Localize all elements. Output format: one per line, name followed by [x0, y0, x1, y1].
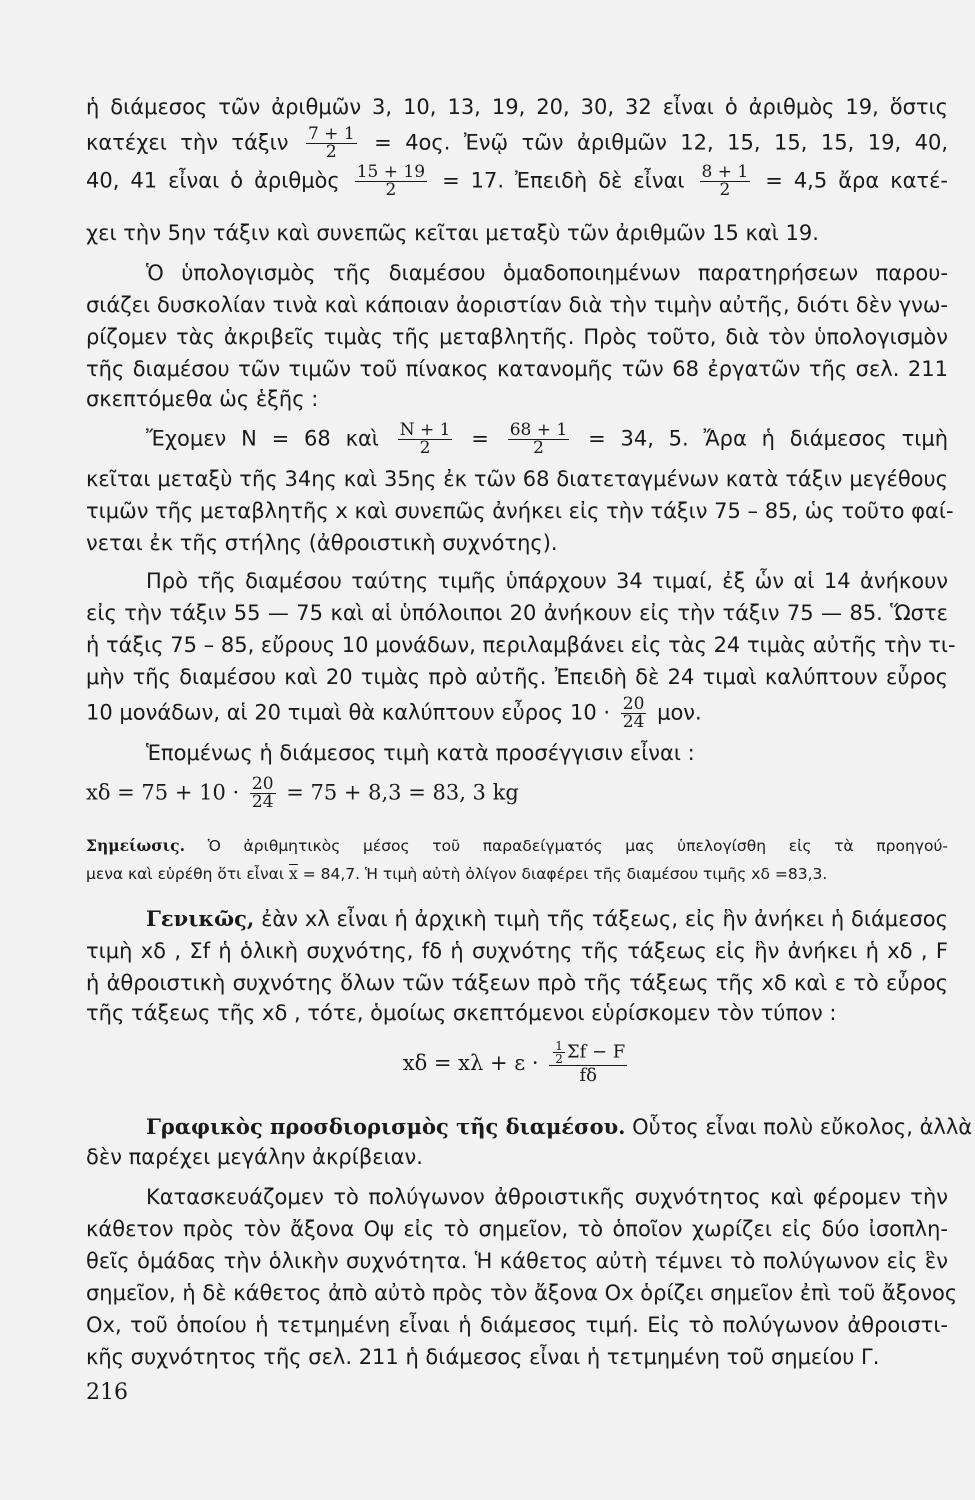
note-line: Σημείωσις. Ὁ ἀριθμητικὸς μέσος τοῦ παραδείγματός μας ὑπελογίσθη εἰς τὰ προηγού-: [86, 836, 949, 855]
text-line: δὲν παρέχει μεγάλην ἀκρίβειαν.: [86, 1145, 423, 1169]
note-line: μενα καὶ εὑρέθη ὅτι εἶναι $\overline{x} = 84,7$. Ἡ τιμὴ αὐτὴ ὀλίγον διαφέρει τῆς διαμέσου τιμῆς xδ =83,3.: [86, 865, 828, 883]
text-line: μὴν τῆς διαμέσου καὶ 20 τιμὰς πρὸ αὐτῆς. Ἐπειδὴ δὲ 24 τιμαὶ καλύπτουν εὖρος: [86, 665, 948, 689]
text-line: τῆς τάξεως τῆς xδ , τότε, ὁμοίως σκεπτόμενοι εὑρίσκομεν τὸν τύπον :: [86, 1001, 837, 1025]
text-line: Κατασκευάζομεν τὸ πολύγωνον ἀθροιστικῆς συχνότητος καὶ φέρομεν τὴν: [146, 1185, 948, 1209]
text-line: Ἑπομένως ἡ διάμεσος τιμὴ κατὰ προσέγγισιν εἶναι :: [146, 741, 695, 765]
text-line: νεται ἐκ τῆς στήλης (ἀθροιστικὴ συχνότης).: [86, 531, 558, 555]
text-line: σιάζει δυσκολίαν τινὰ καὶ κάποιαν ἀοριστίαν διὰ τὴν τιμὴν αὐτῆς, διότι δὲν γνω-: [86, 293, 948, 317]
text-line: Γραφικὸς προσδιορισμὸς τῆς διαμέσου. Οὗτος εἶναι πολὺ εὔκολος, ἀλλὰ: [146, 1114, 973, 1139]
text-line: σημεῖον, ἡ δὲ κάθετος ἀπὸ αὐτὸ πρὸς τὸν ἄξονα Οx ὁρίζει σημεῖον ἐπὶ τοῦ ἄξονος: [86, 1281, 958, 1305]
fraction: $\frac{N + 1}{2}$: [399, 420, 451, 458]
fraction: $\frac{7 + 1}{2}$: [307, 124, 355, 162]
fraction: $\frac{8 + 1}{2}$: [701, 162, 749, 200]
fraction: $\frac{15 + 19}{2}$: [356, 162, 426, 200]
text-line: Οx, τοῦ ὁποίου ἡ τετμημένη εἶναι ἡ διάμεσος τιμή. Εἰς τὸ πολύγωνον ἀθροιστι-: [86, 1313, 948, 1337]
text-line: 40, 41 εἶναι ὁ ἀριθμὸς $\frac{15 + 19}{2}$ = 17. Ἐπειδὴ δὲ εἶναι $\frac{8 + 1}{2}$ = 4,5 ἄρα κατέ-: [86, 162, 949, 200]
book-page: [86, 80, 973, 1480]
fraction: $\frac{20}{24}$: [251, 774, 274, 812]
text-line: ἡ τάξις 75 – 85, εὔρους 10 μονάδων, περιλαμβάνει εἰς τὰς 24 τιμὰς αὐτῆς τὴν τι-: [86, 633, 956, 657]
page-number: 216: [86, 1380, 128, 1405]
text-line: κῆς συχνότητος τῆς σελ. 211 ἡ διάμεσος εἶναι ἡ τετμημένη τοῦ σημείου Γ.: [86, 1345, 880, 1369]
text-line: σκεπτόμεθα ὡς ἑξῆς :: [86, 387, 319, 411]
text-line: κατέχει τὴν τάξιν $\frac{7 + 1}{2}$ = 4ος. Ἐνῷ τῶν ἀριθμῶν 12, 15, 15, 15, 19, 40,: [86, 124, 949, 162]
text-line: χει τὴν 5ην τάξιν καὶ συνεπῶς κεῖται μεταξὺ τῶν ἀριθμῶν 15 καὶ 19.: [86, 221, 819, 245]
text-line: Ὁ ὑπολογισμὸς τῆς διαμέσου ὁμαδοποιημένων παρατηρήσεων παρου-: [146, 261, 948, 285]
text-line: ἡ διάμεσος τῶν ἀριθμῶν 3, 10, 13, 19, 20, 30, 32 εἶναι ὁ ἀριθμὸς 19, ὅστις: [86, 95, 948, 119]
text-line: ἡ ἀθροιστικὴ συχνότης ὅλων τῶν τάξεων πρὸ τῆς τάξεως τῆς xδ καὶ ε τὸ εὖρος: [86, 971, 948, 995]
equation-line: xδ = 75 + 10 · $\frac{20}{24}$ = 75 + 8,3 = 83, 3 kg: [86, 774, 519, 812]
text-line: τιμῶν τῆς μεταβλητῆς x καὶ συνεπῶς ἀνήκει εἰς τὴν τάξιν 75 – 85, ὡς τοῦτο φαί-: [86, 499, 954, 523]
text-line: Πρὸ τῆς διαμέσου ταύτης τιμῆς ὑπάρχουν 34 τιμαί, ἐξ ὧν αἱ 14 ἀνήκουν: [146, 569, 948, 593]
text-line: Γενικῶς, ἐὰν xλ εἶναι ἡ ἀρχικὴ τιμὴ τῆς τάξεως, εἰς ἣν ἀνήκει ἡ διάμεσος: [146, 906, 948, 931]
text-line: τῆς διαμέσου τῶν τιμῶν τοῦ πίνακος κατανομῆς τῶν 68 ἐργατῶν τῆς σελ. 211: [86, 357, 948, 381]
text-line: ρίζομεν τὰς ἀκριβεῖς τιμὰς τῆς μεταβλητῆς. Πρὸς τοῦτο, διὰ τὸν ὑπολογισμὸν: [86, 325, 948, 349]
text-line: τιμὴ xδ , Σf ἡ ὁλικὴ συχνότης, fδ ἡ συχνότης τῆς τάξεως εἰς ἣν ἀνήκει ἡ xδ , F: [86, 939, 948, 963]
text-line: εἰς τὴν τάξιν 55 — 75 καὶ αἱ ὑπόλοιποι 20 ἀνήκουν εἰς τὴν τάξιν 75 — 85. Ὥστε: [86, 601, 948, 625]
fraction: $\frac{20}{24}$: [622, 694, 645, 732]
formula-fraction: $\frac{1}{2}$ Σf − F fδ: [549, 1040, 627, 1086]
text-line: κεῖται μεταξὺ τῆς 34ης καὶ 35ης ἐκ τῶν 68 διατεταγμένων κατὰ τάξιν μεγέθους: [86, 467, 948, 491]
median-formula: xδ = xλ + ε · $\frac{1}{2}$ Σf − F fδ: [402, 1039, 626, 1086]
text-line: 10 μονάδων, αἱ 20 τιμαὶ θὰ καλύπτουν εὖρος 10 · $\frac{20}{24}$ μον.: [86, 694, 702, 732]
text-line: κάθετον πρὸς τὸν ἄξονα Οψ εἰς τὸ σημεῖον, τὸ ὁποῖον χωρίζει εἰς δύο ἰσοπλη-: [86, 1217, 948, 1241]
fraction: $\frac{68 + 1}{2}$: [509, 420, 568, 458]
text-line: θεῖς ὁμάδας τὴν ὁλικὴν συχνότητα. Ἡ κάθετος αὐτὴ τέμνει τὸ πολύγωνον εἰς ἓν: [86, 1249, 948, 1273]
text-line: Ἔχομεν N = 68 καὶ $\frac{N + 1}{2}$ = $\frac{68 + 1}{2}$ = 34, 5. Ἄρα ἡ διάμεσος τιμὴ: [146, 420, 949, 458]
